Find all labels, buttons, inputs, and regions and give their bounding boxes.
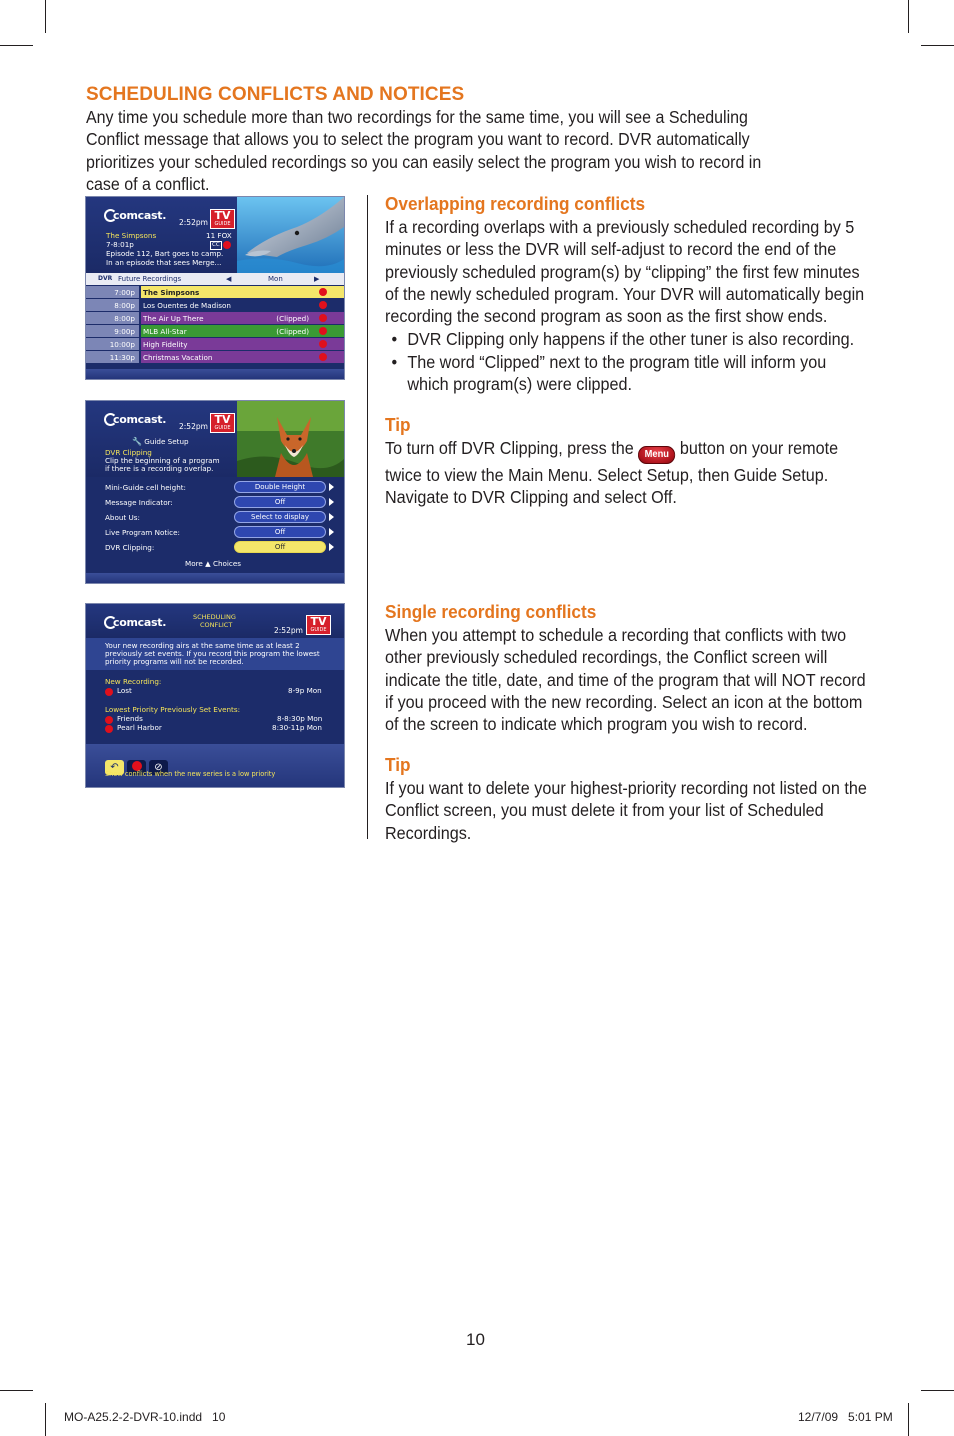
tv-guide-logo: TV GUIDE [306, 615, 331, 635]
option-label: Mini-Guide cell height: [105, 483, 186, 492]
clock: 2:52pm [274, 626, 303, 635]
row-title: Christmas Vacation [141, 351, 345, 363]
action-bar [86, 744, 345, 788]
recording-row[interactable] [86, 299, 345, 312]
record-icon [105, 725, 113, 733]
clipped-label: (Clipped) [276, 327, 309, 336]
show-time: 7-8:01p [106, 240, 134, 249]
column-divider [367, 195, 368, 839]
recording-row[interactable] [86, 338, 345, 351]
guide-setup-screen [85, 400, 345, 584]
conflict-footer-hint: Show conflicts when the new series is a low priority [105, 770, 276, 778]
menu-button-icon: Menu [638, 446, 675, 464]
dolphin-photo [237, 197, 344, 273]
recording-row[interactable] [86, 286, 345, 299]
scheduling-conflict-screen [85, 603, 345, 788]
crop-mark [921, 1390, 954, 1391]
option-arrow-icon[interactable] [329, 513, 334, 521]
do-not-record-icon[interactable]: ⊘ [149, 760, 168, 775]
record-icon [105, 688, 113, 696]
record-icon [319, 314, 327, 322]
next-day-arrow-icon[interactable]: ▶ [314, 275, 320, 283]
tip2-section [385, 754, 869, 844]
row-title: Los Ouentes de Madison [141, 299, 345, 311]
show-title: The Simpsons [106, 231, 157, 240]
crop-mark [45, 0, 46, 33]
new-recording-title: Lost [117, 686, 132, 695]
row-title: The Air Up There [141, 312, 345, 324]
event-title: Friends [117, 714, 143, 723]
conflict-message: previously set events. If you record this program the lowest [105, 649, 320, 658]
crop-mark [908, 0, 909, 33]
option-label: Message Indicator: [105, 498, 173, 507]
lowest-priority-label: Lowest Priority Previously Set Events: [105, 705, 241, 714]
screen-bottom-bar [86, 573, 344, 583]
row-time: 8:00p [86, 299, 139, 311]
tip2-body: If you want to delete your highest-priority recording not listed on the Conflict screen, you must delete it from your list of Scheduled Recordings. [385, 778, 867, 843]
help-line: Clip the beginning of a program [105, 456, 220, 465]
record-icon [319, 340, 327, 348]
record-icon [105, 716, 113, 724]
option-value-button[interactable]: Off [234, 496, 326, 508]
episode-line: Episode 112, Bart goes to camp. [106, 249, 224, 258]
footer-timestamp: 12/7/09 5:01 PM [798, 1410, 893, 1424]
page-number: 10 [466, 1330, 485, 1349]
row-time: 11:30p [86, 351, 139, 363]
cc-badge: CC [212, 242, 220, 248]
crop-mark [0, 45, 33, 46]
dvr-label: DVR [98, 275, 113, 282]
overlap-section [385, 193, 869, 395]
tip1-body: To turn off DVR Clipping, press the Menu button on your remote twice to view the Main Menu. Select Setup, then Guide Setup. Navigate to DVR Clipping and select Off. [385, 438, 839, 508]
fox-photo [237, 401, 344, 477]
conflict-title: SCHEDULING [193, 613, 236, 621]
recording-row[interactable] [86, 351, 345, 364]
single-section [385, 601, 869, 735]
wrench-icon: 🔧 [132, 437, 142, 446]
future-recordings-bar [86, 273, 345, 285]
up-triangle-icon: ▲ [205, 559, 211, 568]
option-label: DVR Clipping: [105, 543, 155, 552]
crop-mark [0, 1390, 33, 1391]
tip2-title: Tip [385, 754, 411, 775]
record-icon [319, 288, 327, 296]
record-icon [319, 301, 327, 309]
event-time: 8:30-11p Mon [272, 723, 322, 732]
row-time: 7:00p [86, 286, 139, 298]
comcast-logo: comcast. [104, 209, 166, 222]
intro-paragraph: Any time you schedule more than two recordings for the same time, you will see a Scheduling Conflict message that allows you to select the program you want to record. DVR automatically prioritizes your scheduled recordings so you can easily select the program you wish to record in case of a conflict. [86, 107, 762, 194]
conflict-title: CONFLICT [200, 621, 233, 629]
record-icon [223, 241, 231, 249]
cancel-undo-icon[interactable]: ↶ [105, 760, 124, 775]
footer-file-name: MO-A25.2-2-DVR-10.indd 10 [64, 1410, 226, 1424]
bullet-item: • DVR Clipping only happens if the other tuner is also recording. [391, 329, 855, 350]
new-recording-time: 8-9p Mon [288, 686, 322, 695]
overlap-title: Overlapping recording conflicts [385, 193, 646, 214]
option-label: About Us: [105, 513, 140, 522]
record-icon [319, 353, 327, 361]
clock: 2:52pm [179, 422, 208, 431]
record-icon [319, 327, 327, 335]
option-value-button[interactable]: Off [234, 541, 326, 553]
new-recording-label: New Recording: [105, 677, 162, 686]
clipped-label: (Clipped) [276, 314, 309, 323]
more-choices-hint: More ▲ Choices [185, 559, 242, 568]
tip1-title: Tip [385, 414, 411, 435]
bullet-item: • The word “Clipped” next to the program title will inform you which program(s) were clipped. [391, 351, 827, 395]
help-title: DVR Clipping [105, 448, 152, 457]
bar-day: Mon [268, 275, 283, 283]
option-arrow-icon[interactable] [329, 498, 334, 506]
show-channel: 11 FOX [206, 231, 232, 240]
guide-setup-title: 🔧 Guide Setup [132, 437, 189, 446]
dvr-future-recordings-screen [85, 196, 345, 380]
crop-mark [908, 1403, 909, 1436]
event-title: Pearl Harbor [117, 723, 162, 732]
row-time: 8:00p [86, 312, 139, 324]
option-arrow-icon[interactable] [329, 528, 334, 536]
option-value-button[interactable]: Double Height [234, 481, 326, 493]
tip1-section [385, 414, 869, 509]
overlap-body: If a recording overlaps with a previously scheduled recording by 5 minutes or less the DVR will self-adjust to record the end of the previously scheduled program(s) by “clipping” the first few minutes of the newly scheduled program. Your DVR will automatically begin recording the second program as soon as the first show ends. [385, 217, 865, 327]
option-value-button[interactable]: Select to display [234, 511, 326, 523]
option-arrow-icon[interactable] [329, 543, 334, 551]
row-time: 9:00p [86, 325, 139, 337]
screen-bottom-bar [86, 369, 344, 379]
crop-mark [921, 45, 954, 46]
recording-row[interactable] [86, 325, 345, 338]
comcast-logo: comcast. [104, 616, 166, 629]
page-heading: SCHEDULING CONFLICTS AND NOTICES [86, 84, 465, 105]
tv-guide-logo: TV GUIDE [210, 209, 235, 229]
bar-title: Future Recordings [118, 275, 182, 283]
single-body: When you attempt to schedule a recording that conflicts with two other previously scheduled recordings, the Conflict screen will indicate the title, date, and time of the program that will NOT record if you proceed with the new recording. Select an icon at the bottom of the screen to indicate which program you wish to record. [385, 625, 866, 735]
row-title: MLB All-Star [141, 325, 345, 337]
clock: 2:52pm [179, 218, 208, 227]
overlap-bullets [385, 328, 869, 395]
tv-guide-logo: TV GUIDE [210, 413, 235, 433]
comcast-logo: comcast. [104, 413, 166, 426]
conflict-message: priority programs will not be recorded. [105, 657, 244, 666]
help-line: if there is a recording overlap. [105, 464, 214, 473]
event-time: 8-8:30p Mon [277, 714, 323, 723]
option-value-button[interactable]: Off [234, 526, 326, 538]
row-time: 10:00p [86, 338, 139, 350]
description-line: In an episode that sees Merge... [106, 258, 222, 267]
crop-mark [45, 1403, 46, 1436]
single-title: Single recording conflicts [385, 601, 597, 622]
row-title: The Simpsons [141, 286, 345, 298]
prev-day-arrow-icon[interactable]: ◀ [226, 275, 232, 283]
option-label: Live Program Notice: [105, 528, 180, 537]
option-arrow-icon[interactable] [329, 483, 334, 491]
recording-row[interactable] [86, 312, 345, 325]
row-title: High Fidelity [141, 338, 345, 350]
conflict-message: Your new recording airs at the same time as at least 2 [105, 641, 300, 650]
